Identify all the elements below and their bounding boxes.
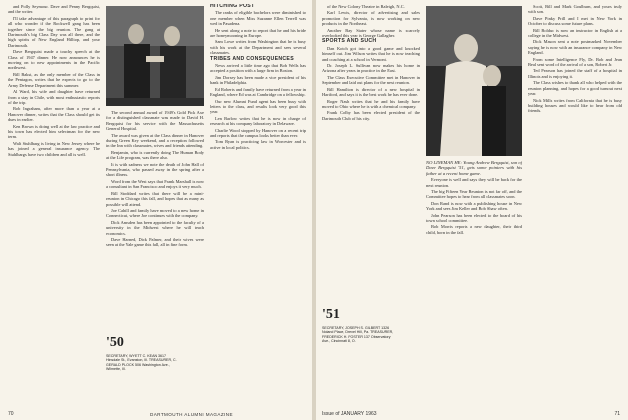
paragraph: Benjamin, who is currently doing The Human Body at the Life program, was there also.: [106, 149, 204, 161]
paragraph: Scott, Bill and Mark Goulburn, and yours truly with son.: [528, 4, 622, 15]
paragraph: Bob Morris reports a new daughter, their third child, born in the fall.: [426, 224, 522, 235]
left-page-number: 70: [8, 411, 14, 417]
paragraph: John Pearson has been elected to the board of his town school committee.: [426, 212, 522, 224]
paragraph: The ranks of eligible bachelors were diminished to one member when Miss Suzanne Ellen Terrell was wed in Pasadena.: [210, 10, 306, 27]
class-officers: SECRETARY, JOSEPH S. GILBERT 1326 Noland Place, Drexel Hill, Pa. TREASURER, FREDERICK H. FOSTER 137 Observatory Ave., Cincinnati 8, O.: [322, 326, 394, 344]
paragraph: of the New Colony Theatre in Raleigh, N.C.: [327, 4, 405, 9]
paragraph: The award was given at the Class dinner in Hanover during Green Key weekend, and a reception followed in the Inn with classmates, wives and friends attending.: [106, 132, 204, 149]
lineman-photo-image: [426, 6, 522, 156]
paragraph: News arrived a little time ago that Bob Wells has accepted a position with a large firm in Boston.: [210, 63, 306, 74]
paragraph: Don Rand is now with a publishing house in New York and sees Jim Keller and Bob Shaw often.: [426, 200, 522, 212]
paragraph: The second annual award of 1949's Gold Pick Axe for a distinguished classmate was made to David H. Bergquist for his service with the Massachusetts General Hospital.: [106, 110, 204, 132]
class-number: '51: [322, 307, 340, 322]
paragraph: HITCHING POST: [210, 4, 255, 9]
paragraph: Frank Colby has been elected president of the Dartmouth Club of his city.: [322, 110, 420, 121]
class-officers: SECRETARY, WYETT C. KEAN 3617 Hinsdale St., Evanston, Ill. TREASURER, C. GERALD PLOCK 506 Washington Ave., Wilmette, Ill.: [106, 354, 177, 372]
paragraph: It is with sadness we note the death of John Hall of Pennsylvania, who passed away in the spring after a short illness.: [106, 161, 204, 178]
paragraph: From some Intelligence Fly, Dr. Bob and Jean Beal sent word of the arrival of a son, Robert Jr.: [528, 56, 622, 68]
paragraph: Dave Pinky Prill and I met in New York in October to discuss some future plans.: [528, 15, 622, 27]
right-page: [316, 0, 628, 420]
paragraph: and Polly Seymour. Dave and Penny Bergquist, and the writer.: [8, 4, 100, 15]
paragraph: Charlie Wood stopped by Hanover on a recent trip and reports that the campus looks better than ever.: [210, 127, 306, 138]
paragraph: Another Bay Stater whose name is scarcely overlooked this year is George Gallagher.: [322, 27, 420, 39]
lineman-photo: [426, 6, 522, 156]
paragraph: Walt Stuhlbarg is living in New Jersey where he has joined a general insurance agency. The Stuhlbargs have two children and all is well.: [8, 140, 100, 157]
right-column-3: [528, 4, 622, 404]
paragraph: Bill Bolduc is now an instructor in English at a college in the Midwest.: [528, 27, 622, 39]
paragraph: I'll take advantage of this paragraph to print for all who wonder if the Rockwell gang has been together since the big reunion. The gang at Dartmouth's big Class Day was all there, and the high spirits of New England Hilltop, and your Dartmouth.: [8, 15, 100, 48]
paragraph: He sent along a note to report that he and his bride are honeymooning in Europe.: [210, 27, 306, 39]
paragraph: The big Fifteen Year Reunion is not far off, and the Committee hopes to hear from all classmates soon.: [426, 189, 522, 200]
paragraph: Ed Roberts and family have returned from a year in England, where Ed was at Cambridge on a fellowship.: [210, 86, 306, 98]
issue-date-footer: Issue of JANUARY 1963: [322, 411, 377, 417]
paragraph: Al Ward, his wife and daughter have returned from a stay in Chile, with most enthusiastic reports of the trip.: [8, 89, 100, 105]
paragraph: Tom Ryan is practicing law in Worcester and is active in local politics.: [210, 139, 306, 150]
left-column-3: [210, 4, 306, 404]
right-page-number: 71: [614, 411, 620, 417]
paragraph: TRIBES AND CONSEQUENCES: [210, 55, 294, 62]
class-1950-heading: [106, 336, 204, 375]
paragraph: Ken Brown is doing well at the law practice and his town has elected him selectman for the new term.: [8, 123, 100, 140]
right-column-1: [322, 4, 420, 304]
paragraph: SPORTS AND SUCH: [322, 38, 377, 45]
paragraph: Roger Nash writes that he and his family have moved to Ohio where he is with a chemical company.: [322, 98, 420, 109]
paragraph: Bill Stoddard writes that there will be a mini-reunion in Chicago this fall, and hopes that as many as possible will attend.: [106, 190, 204, 207]
class-1951-heading: [322, 308, 420, 347]
paragraph: Bob Ingraham, after more than a year at a Hanover dinner, writes that the Class should get its dues in earlier.: [8, 106, 100, 123]
paragraph: Bill Hamilton is director of a new hospital in Hartford, and says it is the best work he has ever done.: [322, 86, 420, 98]
paragraph: Dick Mason sent a note postmarked November saying he is now with an insurance company in New England.: [528, 39, 622, 56]
paragraph: Everyone is well and says they will be back for the next reunion.: [426, 177, 522, 188]
award-photo: [106, 6, 204, 106]
class-number: '50: [106, 335, 124, 350]
paragraph: Sam Lowe writes from Washington that he is busy with his work at the Department and sees several classmates.: [210, 39, 306, 56]
paragraph: NO LINEMAN HE: Young Andrew Bergquist, son of Dave Bergquist '51, gets some pointers with his father at a recent home game.: [426, 160, 522, 176]
paragraph: Our new Alumni Fund agent has been busy with letters to the class, and results look very good this year.: [210, 98, 306, 115]
paragraph: Karl Lewis, director of advertising and sales promotion for Sylvania, is now working on new products in the Northeast.: [322, 10, 420, 27]
paragraph: Joe Cahill and family have moved to a new home in Connecticut, where Joe continues with the company.: [106, 207, 204, 219]
paragraph: Dave Bergquist made a touchy speech at the Class of 1947 dinner. He now announces he is moving on to new appointments in the Pacific northwest.: [8, 49, 100, 71]
paragraph: Dave Harned, Dick Palmer, and their wives were seen at the Yale game this fall, all in fine form.: [106, 236, 204, 248]
paragraph: Dick Amsden has been appointed to the faculty of a university in the Midwest where he will teach economics.: [106, 219, 204, 236]
paragraph: Nick Mills writes from California that he is busy building houses and would like to hear from old friends.: [528, 97, 622, 114]
paragraph: Word from the West says that Frank Marshall is now a consultant in San Francisco and enjoys it very much.: [106, 178, 204, 190]
left-page: [0, 0, 312, 420]
paragraph: The Class Executive Committee met in Hanover in September and laid out plans for the next reunion.: [322, 74, 420, 86]
paragraph: Dan Kotch got into a good game and knocked himself out. Jim Wilson writes that he is now teaching and coaching at a school in Vermont.: [322, 45, 420, 62]
paragraph: Len Barlow writes that he is now in charge of research at his company laboratory in Delaware.: [210, 115, 306, 127]
right-column-2: [426, 160, 522, 400]
left-column-2: [106, 110, 204, 330]
paragraph: The Class wishes to thank all who helped with the reunion planning, and hopes for a good turnout next year.: [528, 80, 622, 97]
paragraph: Dr. Joseph L. Sullivan now makes his home in Arizona after years in practice in the East.: [322, 63, 420, 74]
paragraph: Jim Dorsey has been made a vice president of his bank in Philadelphia.: [210, 74, 306, 86]
paragraph: Ted Pearson has joined the staff of a hospital in Illinois and is enjoying it.: [528, 68, 622, 79]
left-column-1: [8, 4, 100, 404]
award-photo-image: [106, 6, 204, 106]
paragraph: Bill Bakst, as the only member of the Class in the Pentagon, writes that he expects to go to the Army Defense Department this summer.: [8, 71, 100, 88]
magazine-title-footer: DARTMOUTH ALUMNI MAGAZINE: [150, 412, 233, 417]
